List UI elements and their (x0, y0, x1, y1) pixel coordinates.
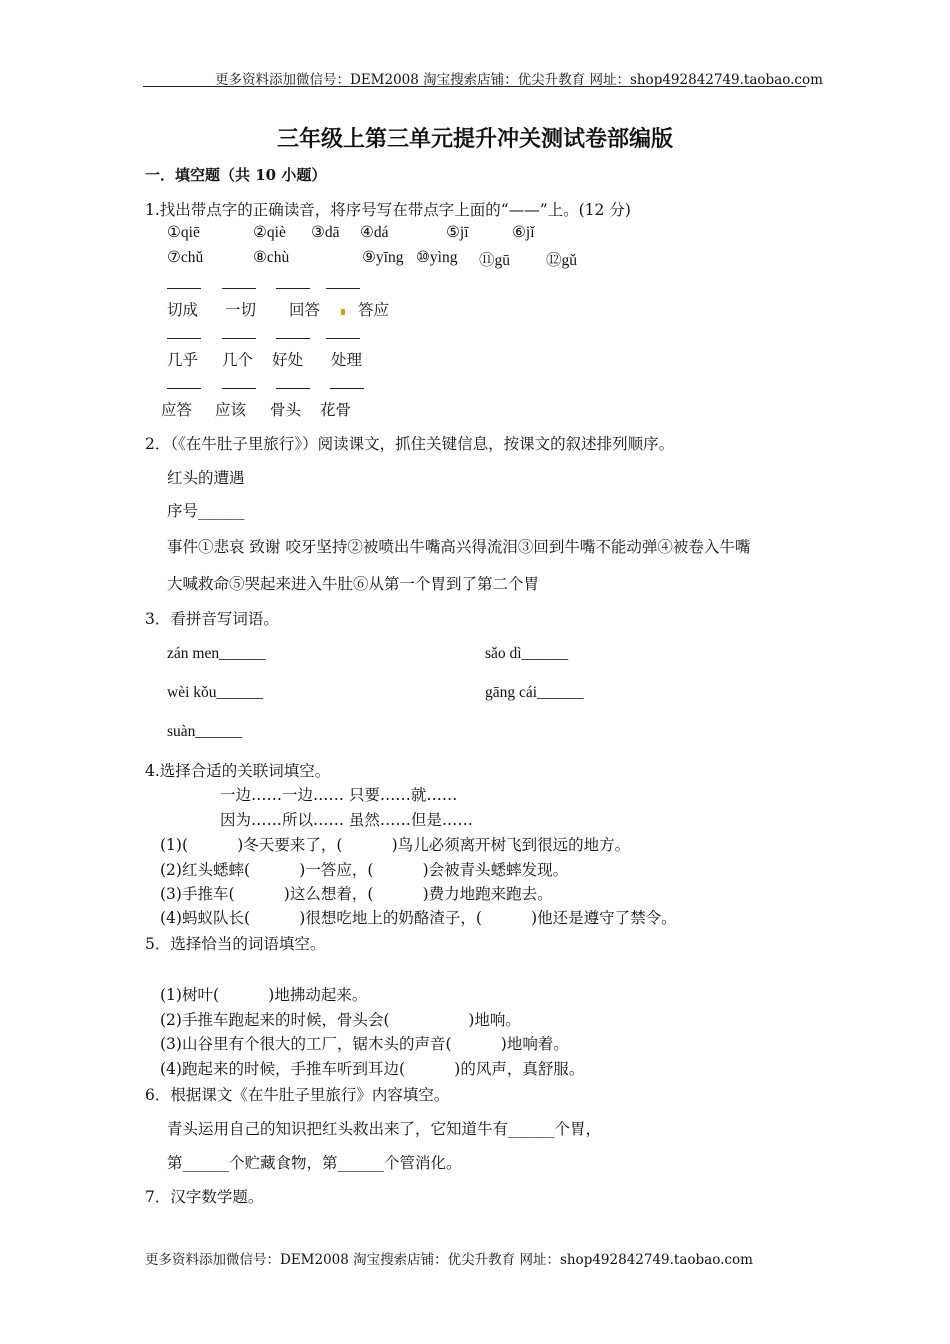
q1-prompt: 1.找出带点字的正确读音，将序号写在带点字上面的“——”上。(12 分) (145, 201, 631, 219)
answer-blank[interactable] (222, 288, 256, 289)
q1-option: ⑦chǔ (167, 249, 204, 266)
q1-option: ②qiè (253, 224, 286, 241)
pinyin-item[interactable]: suàn______ (167, 723, 242, 740)
q1-word: 几乎 (167, 351, 199, 369)
pinyin-item[interactable]: gāng cái______ (485, 684, 584, 701)
q1-word: 应答 (161, 401, 193, 419)
answer-blank[interactable] (276, 388, 310, 389)
q4-item: (4)蚂蚁队长( )很想吃地上的奶酪渣子，( )他还是遵守了禁令。 (160, 909, 677, 927)
q1-word: 好处 (272, 351, 304, 369)
answer-blank[interactable] (222, 388, 256, 389)
q4-choices: 因为……所以…… 虽然……但是…… (220, 811, 473, 829)
q6-line: 青头运用自己的知识把红头救出来了，它知道牛有______个胃， (167, 1120, 602, 1138)
answer-blank[interactable] (276, 288, 310, 289)
answer-blank[interactable] (222, 338, 256, 339)
q2-prompt: 2．（《在牛肚子里旅行》）阅读课文，抓住关键信息，按课文的叙述排列顺序。 (145, 435, 675, 453)
q5-item: (4)跑起来的时候，手推车听到耳边( )的风声，真舒服。 (160, 1060, 585, 1078)
q4-choices: 一边……一边…… 只要……就…… (220, 786, 458, 804)
answer-blank[interactable] (167, 388, 201, 389)
q1-option: ⑧chù (253, 249, 290, 266)
page-footer: 更多资料添加微信号：DEM2008 淘宝搜索店铺：优尖升教育 网址：shop492842749.taobao.com (145, 1252, 753, 1268)
q1-option: ⑥jǐ (512, 224, 535, 241)
section-heading: 一．填空题（共 10 小题） (145, 166, 327, 184)
q5-prompt: 5．选择恰当的词语填空。 (145, 935, 326, 953)
q1-option: ⑤jī (446, 224, 469, 241)
pinyin-item[interactable]: sǎo dì______ (485, 645, 569, 662)
answer-blank[interactable] (326, 338, 360, 339)
q1-word: 骨头 (270, 401, 302, 419)
q5-item: (2)手推车跑起来的时候，骨头会( )地响。 (160, 1011, 521, 1029)
q1-option: ⑩yìng (416, 249, 458, 266)
header-rule (143, 86, 806, 87)
q4-prompt: 4.选择合适的关联词填空。 (145, 762, 331, 780)
q1-word: 一切 (225, 301, 257, 319)
q1-option: ⑫gǔ (546, 252, 578, 269)
answer-blank[interactable] (167, 288, 201, 289)
q1-word: 回答 (289, 301, 321, 319)
pinyin-item[interactable]: wèi kǒu______ (167, 684, 264, 701)
q2-line: 事件①悲哀 致谢 咬牙坚持②被喷出牛嘴高兴得流泪③回到牛嘴不能动弹④被卷入牛嘴 (167, 538, 751, 556)
q2-line: 红头的遭遇 (167, 469, 245, 487)
answer-blank[interactable] (326, 288, 360, 289)
q1-option: ③dā (311, 224, 340, 241)
q4-item: (2)红头蟋蟀( )一答应，( )会被青头蟋蟀发现。 (160, 861, 569, 879)
page-header: 更多资料添加微信号：DEM2008 淘宝搜索店铺：优尖升教育 网址：shop492842749.taobao.com (215, 72, 823, 88)
q7-prompt: 7．汉字数学题。 (145, 1188, 264, 1206)
q1-word: 答应 (358, 301, 390, 319)
q1-word: 花骨 (320, 401, 352, 419)
q4-item: (3)手推车( )这么想着，( )费力地跑来跑去。 (160, 885, 553, 903)
q1-word: 切成 (167, 301, 199, 319)
q4-item: (1)( )冬天要来了，( )鸟儿必须离开树飞到很远的地方。 (160, 836, 631, 854)
pinyin-item[interactable]: zán men______ (167, 645, 266, 662)
emphasis-dot-mark (341, 309, 345, 315)
answer-blank[interactable] (330, 388, 364, 389)
q1-word: 几个 (222, 351, 254, 369)
q1-option: ⑪gū (479, 252, 511, 269)
q6-prompt: 6．根据课文《在牛肚子里旅行》内容填空。 (145, 1086, 450, 1104)
q1-word: 处理 (331, 351, 363, 369)
answer-blank[interactable] (276, 338, 310, 339)
q2-line: 大喊救命⑤哭起来进入牛肚⑥从第一个胃到了第二个胃 (167, 575, 540, 593)
q1-option: ⑨yīng (362, 249, 404, 266)
q1-option: ④dá (360, 224, 389, 241)
q1-word: 应该 (215, 401, 247, 419)
q3-prompt: 3．看拼音写词语。 (145, 610, 279, 628)
page-title: 三年级上第三单元提升冲关测试卷部编版 (276, 126, 673, 152)
q5-item: (3)山谷里有个很大的工厂，锯木头的声音( )地响着。 (160, 1035, 569, 1053)
q2-sequence-field[interactable]: 序号______ (167, 502, 245, 520)
q1-option: ①qiē (167, 224, 200, 241)
q5-item: (1)树叶( )地拂动起来。 (160, 986, 368, 1004)
q6-line: 第______个贮藏食物，第______个管消化。 (167, 1154, 462, 1172)
answer-blank[interactable] (167, 338, 201, 339)
